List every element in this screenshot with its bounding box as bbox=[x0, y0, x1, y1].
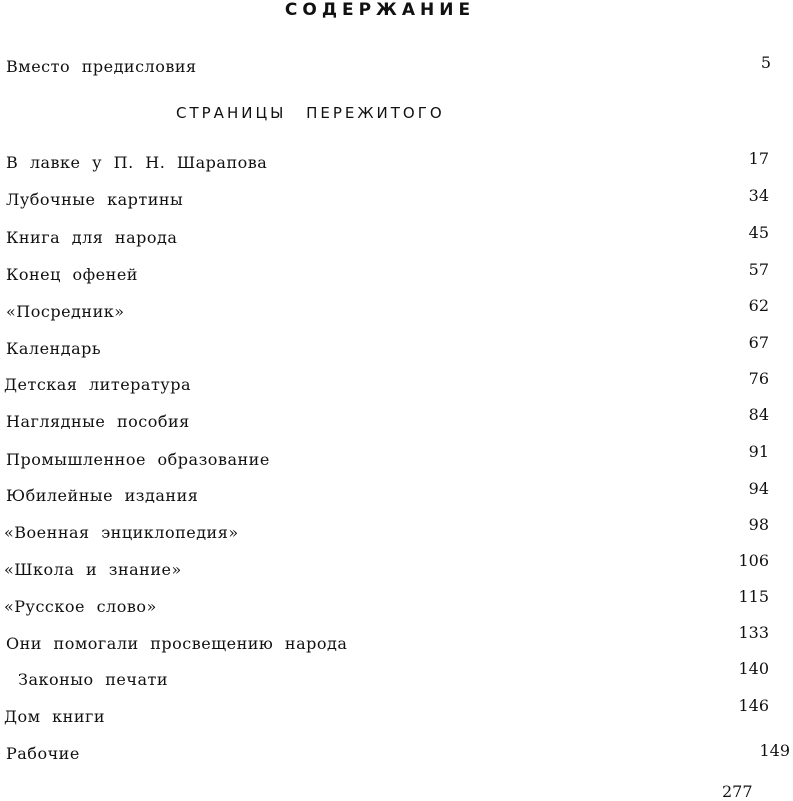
toc-entry-title: Календарь bbox=[6, 339, 102, 358]
toc-entry-title: Промышленное образование bbox=[6, 450, 270, 469]
toc-entry-page: 62 bbox=[748, 296, 769, 315]
toc-preface-page: 5 bbox=[760, 53, 771, 72]
toc-entry-title: Рабочие bbox=[6, 744, 80, 763]
toc-entry-page: 34 bbox=[748, 186, 769, 205]
toc-entry-title: В лавке у П. Н. Шарапова bbox=[6, 153, 268, 172]
toc-entry-title: Они помогали просвещению народа bbox=[6, 634, 348, 653]
toc-entry-title: Конец офеней bbox=[6, 265, 138, 284]
page-number: 277 bbox=[722, 782, 753, 801]
toc-entry-page: 146 bbox=[738, 696, 769, 715]
toc-entry-page: 76 bbox=[748, 369, 769, 388]
toc-entry-title: «Посредник» bbox=[6, 302, 125, 321]
toc-entry-page: 91 bbox=[748, 442, 769, 461]
toc-entry-page: 84 bbox=[748, 405, 769, 424]
toc-entry-page: 94 bbox=[748, 479, 769, 498]
toc-entry-page: 45 bbox=[748, 223, 769, 242]
toc-entry-title: Дом книги bbox=[4, 707, 106, 726]
toc-entry-page: 133 bbox=[738, 623, 769, 642]
toc-entry-title: Законыо печати bbox=[18, 670, 169, 689]
toc-entry-page: 106 bbox=[738, 551, 769, 570]
toc-entry-title: Лубочные картины bbox=[6, 190, 184, 209]
toc-entry-page: 57 bbox=[748, 260, 769, 279]
toc-entry-title: Книга для народа bbox=[6, 228, 178, 247]
toc-entry-title: «Русское слово» bbox=[4, 597, 157, 616]
toc-entry-title: «Военная энциклопедия» bbox=[4, 523, 239, 542]
toc-entry-page: 98 bbox=[748, 515, 769, 534]
section-title: СТРАНИЦЫ ПЕРЕЖИТОГО bbox=[176, 104, 445, 122]
toc-entry-page: 67 bbox=[748, 333, 769, 352]
toc-entry-title: «Школа и знание» bbox=[4, 560, 182, 579]
toc-entry-title: Наглядные пособия bbox=[6, 412, 190, 431]
toc-entry-title: Юбилейные издания bbox=[6, 486, 199, 505]
toc-entry-page: 140 bbox=[738, 659, 769, 678]
toc-preface-title: Вместо предисловия bbox=[6, 57, 197, 76]
page-title: СОДЕРЖАНИЕ bbox=[284, 0, 476, 20]
toc-entry-page: 115 bbox=[738, 587, 769, 606]
toc-entry-page: 17 bbox=[748, 149, 769, 168]
toc-entry-page: 149 bbox=[759, 741, 790, 760]
toc-entry-title: Детская литература bbox=[4, 375, 191, 394]
